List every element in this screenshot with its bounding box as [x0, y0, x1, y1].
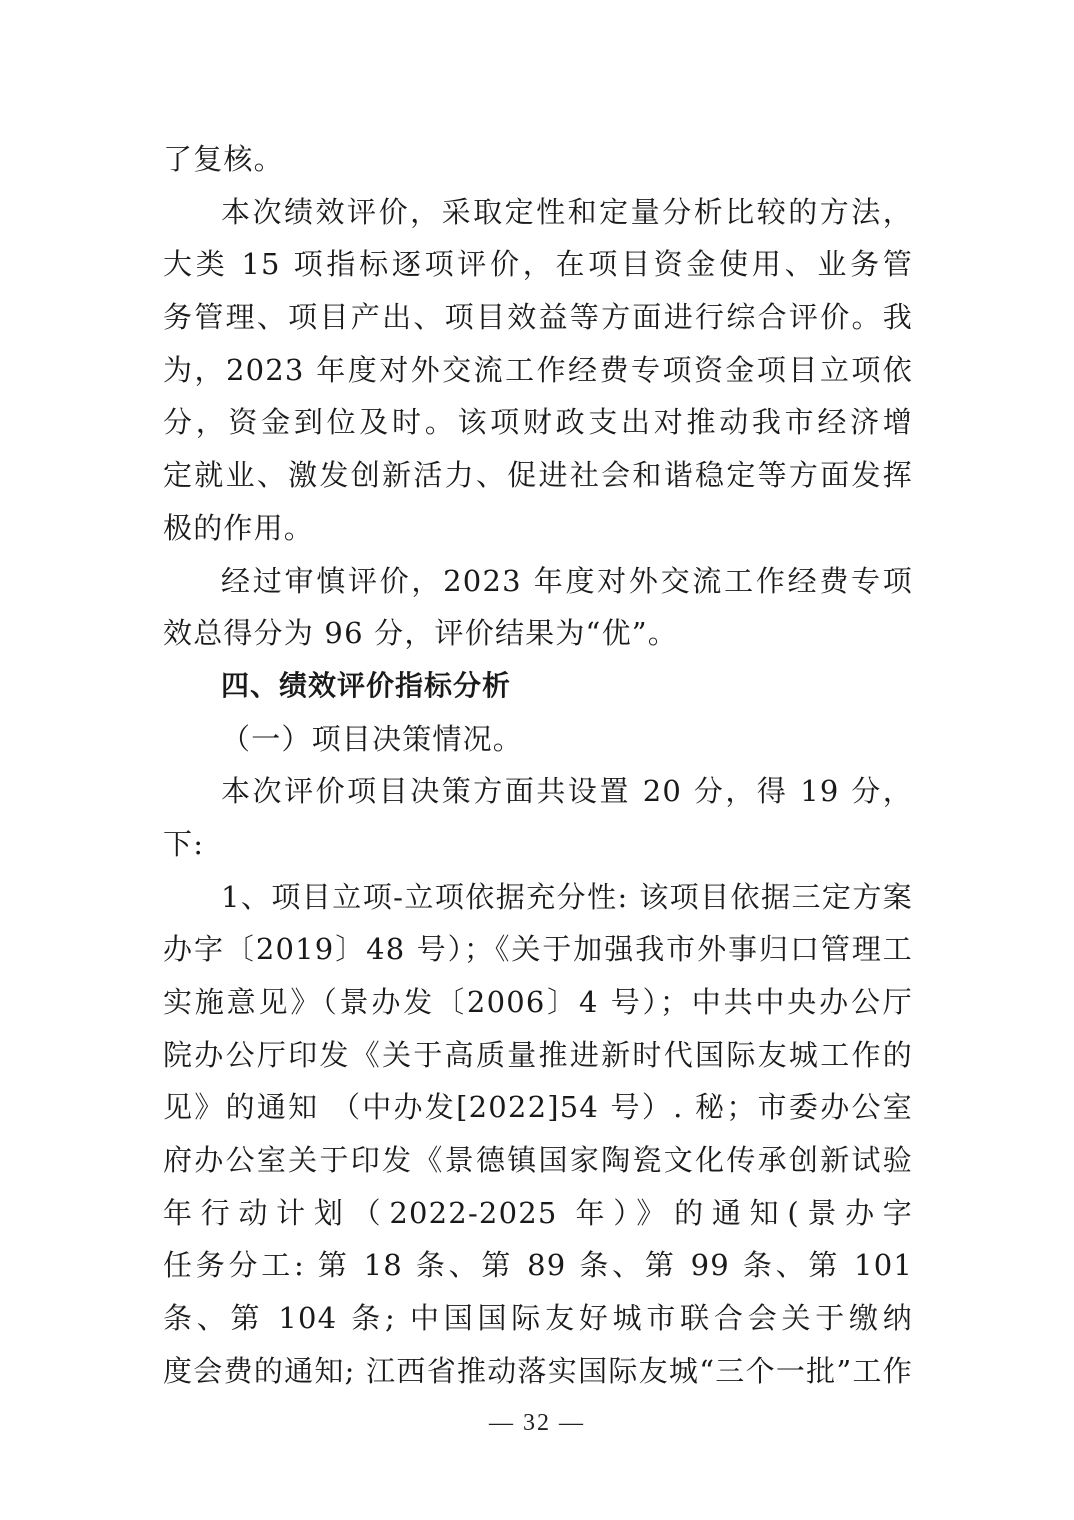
text-line: 务管理、项目产出、项目效益等方面进行综合评价。我 — [163, 300, 913, 335]
text-line: 1、项目立项-立项依据充分性: 该项目依据三定方案 — [221, 879, 913, 914]
text-line: 府办公室关于印发《景德镇国家陶瓷文化传承创新试验 — [163, 1143, 913, 1178]
text-line: 了复核。 — [163, 142, 284, 176]
text-line: 年行动计划（2022-2025 年）》的通知(景办字 — [163, 1195, 913, 1230]
text-line: 院办公厅印发《关于高质量推进新时代国际友城工作的 — [163, 1037, 913, 1072]
text-line: 任务分工: 第 18 条、第 89 条、第 99 条、第 101 — [163, 1248, 913, 1283]
text-line: 极的作用。 — [163, 510, 315, 545]
text-line: 条、第 104 条; 中国国际友好城市联合会关于缴纳 — [163, 1301, 913, 1336]
text-line: 分，资金到位及时。该项财政支出对推动我市经济增 — [163, 405, 913, 440]
section-heading: 四、绩效评价指标分析 — [221, 668, 512, 702]
text-line: 本次绩效评价，采取定性和定量分析比较的方法， — [221, 194, 913, 229]
text-line: 办字〔2019〕48 号）；《关于加强我市外事归口管理工 — [163, 932, 913, 967]
page-number: — 32 — — [489, 1410, 585, 1436]
text-line: （一）项目决策情况。 — [221, 721, 524, 756]
text-line: 大类 15 项指标逐项评价，在项目资金使用、业务管 — [163, 247, 913, 282]
text-line: 度会费的通知; 江西省推动落实国际友城“三个一批”工作 — [163, 1353, 913, 1388]
text-line: 经过审慎评价，2023 年度对外交流工作经费专项 — [221, 563, 913, 598]
text-line: 效总得分为 96 分，评价结果为“优”。 — [163, 616, 678, 651]
text-line: 定就业、激发创新活力、促进社会和谐稳定等方面发挥 — [163, 458, 913, 493]
text-line: 本次评价项目决策方面共设置 20 分，得 19 分， — [221, 774, 913, 809]
text-line: 为，2023 年度对外交流工作经费专项资金项目立项依 — [163, 352, 913, 387]
body-text — [163, 133, 913, 1398]
text-line: 见》的通知 （中办发[2022]54 号）. 秘；市委办公室 — [163, 1090, 913, 1125]
text-line: 实施意见》（景办发〔2006〕4 号）；中共中央办公厅 — [163, 985, 913, 1019]
text-line: 下: — [163, 826, 205, 861]
